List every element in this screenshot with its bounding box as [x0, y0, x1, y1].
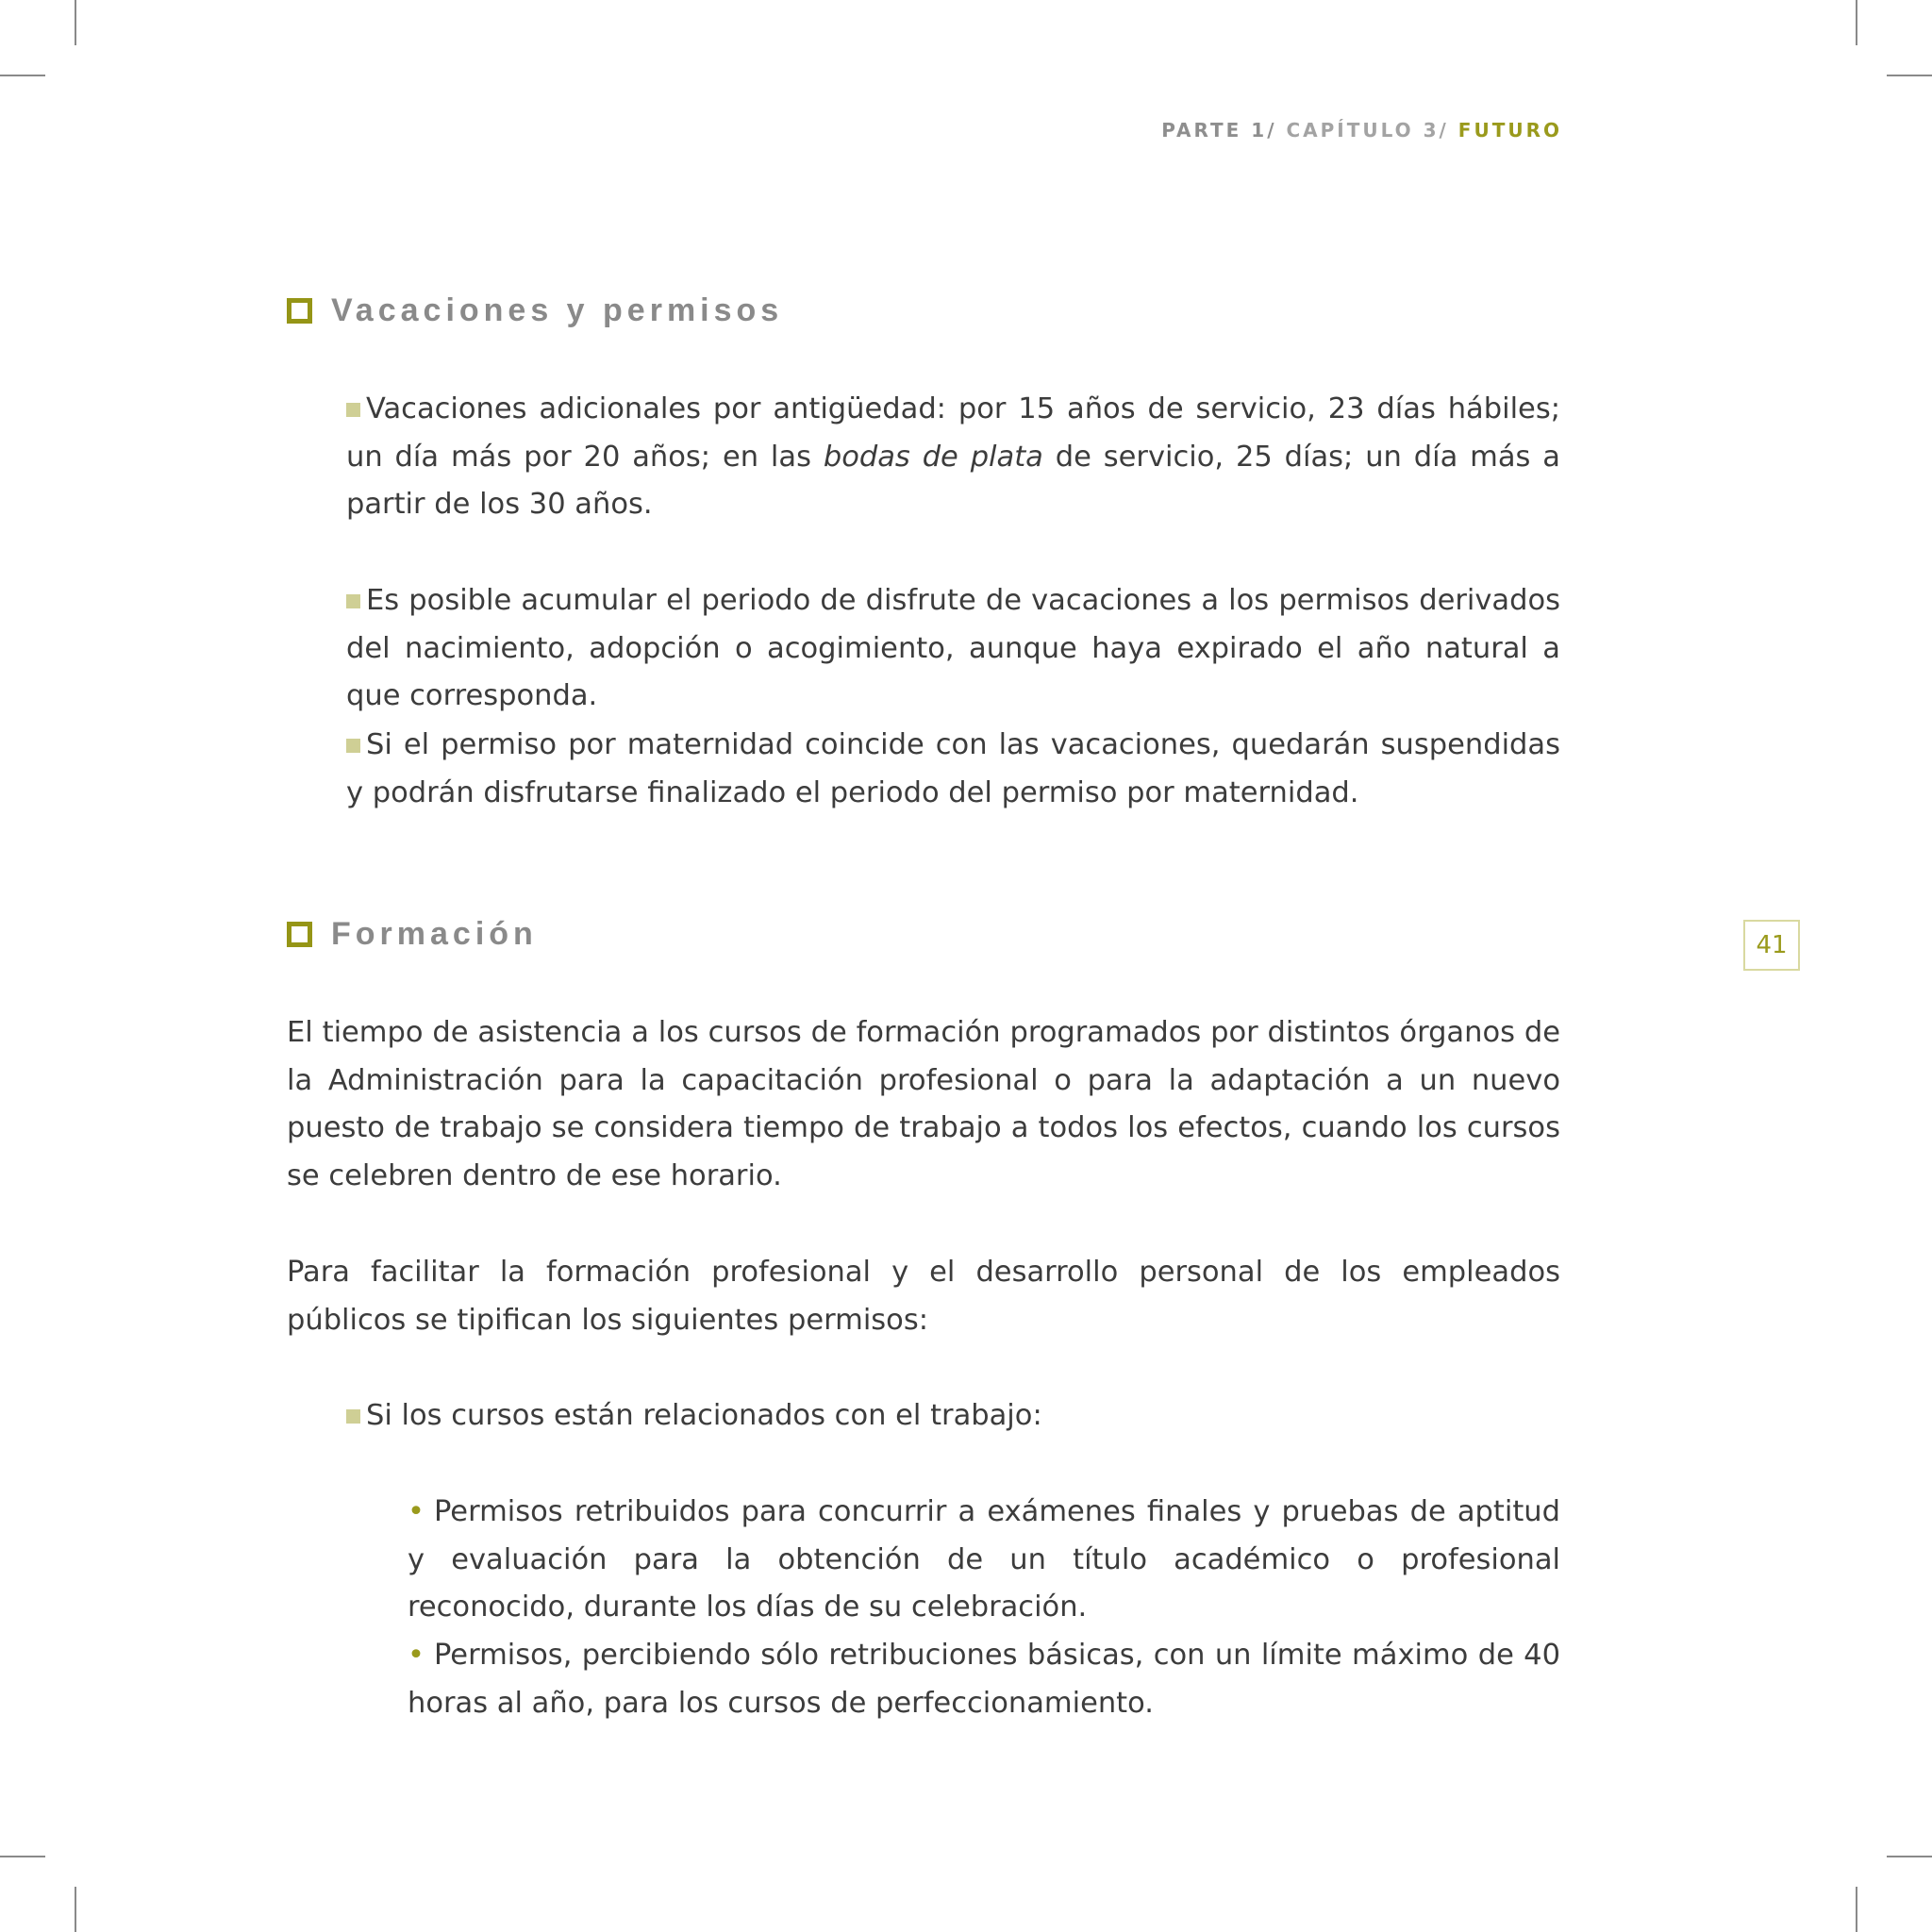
square-bullet-icon [346, 1409, 360, 1424]
square-bullet-icon [346, 739, 360, 753]
square-bullet-icon [346, 403, 360, 417]
paragraph: El tiempo de asistencia a los cursos de formación programados por distintos órganos de la Administración para la capacitación profesional o para la adaptación a un nuevo puesto de trabajo se considera tiempo de trabajo a todos los efectos, cuando los cursos se celebren dentro de ese horario. [287, 1016, 1560, 1193]
square-bullet-icon [346, 594, 360, 608]
crop-mark [75, 1887, 76, 1932]
crop-mark [1887, 75, 1932, 76]
square-outline-icon [287, 298, 312, 324]
bullet-text: Si los cursos están relacionados con el trabajo: [366, 1399, 1042, 1432]
section-title: Vacaciones y permisos [331, 292, 784, 328]
crop-mark [75, 0, 76, 45]
list-item [346, 577, 1560, 721]
section-heading-formacion [287, 916, 538, 953]
crop-mark [1856, 1887, 1857, 1932]
sub-list-item [408, 1632, 1560, 1727]
list-item [346, 722, 1560, 817]
section-title: Formación [331, 916, 538, 952]
square-outline-icon [287, 922, 312, 947]
running-head [1161, 119, 1562, 142]
running-head-chapter: CAPÍTULO 3/ [1276, 119, 1449, 142]
bullet-text: de servicio, 25 días; un día más a partir de los 30 años. [346, 440, 1560, 522]
list-item [346, 386, 1560, 529]
bullet-emphasis: bodas de plata [823, 440, 1043, 474]
crop-mark [0, 75, 45, 76]
list-item [346, 1392, 1560, 1441]
dot-bullet-icon: • [408, 1495, 425, 1528]
page-number: 41 [1743, 920, 1800, 971]
bullet-text: Vacaciones adicionales por antigüedad: por 15 años de servicio, 23 días hábiles; un día más por 20 años; en las [346, 392, 1560, 474]
running-head-part: PARTE 1/ [1161, 119, 1277, 142]
crop-mark [1887, 1856, 1932, 1857]
sub-bullet-text: Permisos retribuidos para concurrir a exámenes finales y pruebas de aptitud y evaluación para la obtención de un título académico o profesional reconocido, durante los días de su celebración. [408, 1495, 1560, 1624]
sub-bullet-text: Permisos, percibiendo sólo retribuciones básicas, con un límite máximo de 40 horas al año, para los cursos de perfeccionamiento. [408, 1639, 1560, 1720]
section-heading-vacaciones [287, 292, 783, 329]
dot-bullet-icon: • [408, 1639, 425, 1672]
running-head-section: FUTURO [1448, 119, 1562, 142]
bullet-text: Es posible acumular el periodo de disfrute de vacaciones a los permisos derivados del nacimiento, adopción o acogimiento, aunque haya expirado el año natural a que corresponda. [346, 584, 1560, 713]
paragraph: Para facilitar la formación profesional y el desarrollo personal de los empleados públicos se tipifican los siguientes permisos: [287, 1256, 1560, 1337]
crop-mark [1856, 0, 1857, 45]
bullet-text: Si el permiso por maternidad coincide con las vacaciones, quedarán suspendidas y podrán disfrutarse finalizado el periodo del permiso por maternidad. [346, 728, 1560, 809]
sub-list-item [408, 1489, 1560, 1632]
crop-mark [0, 1856, 45, 1857]
